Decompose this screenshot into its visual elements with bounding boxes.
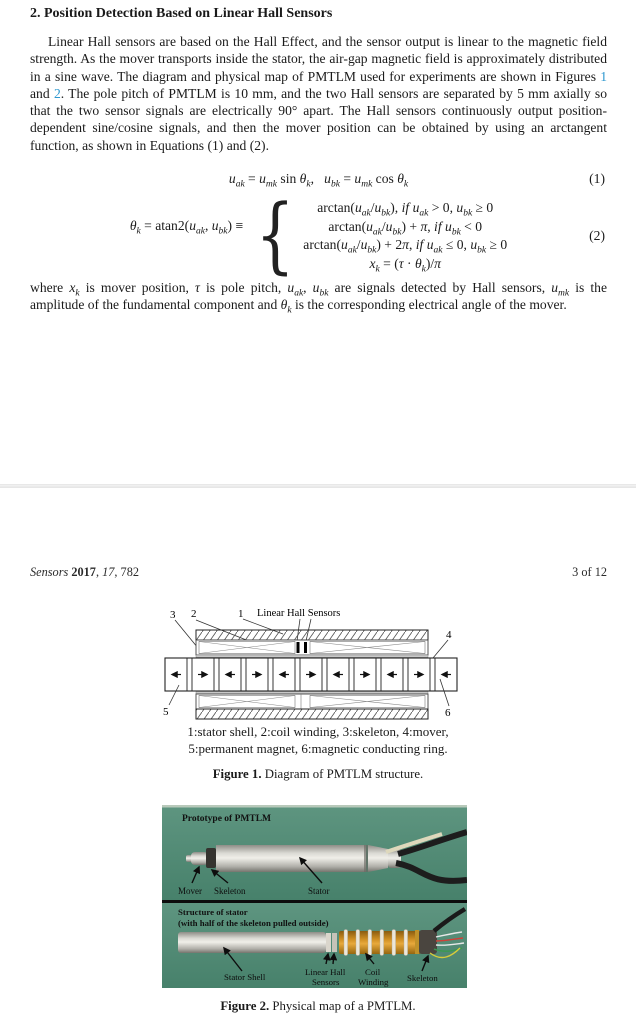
skeleton-cap: [419, 930, 437, 954]
equation-2: [30, 188, 607, 283]
equation-1-number: (1): [589, 171, 605, 186]
eq2-case-row: $\arctan(u_{ak}/u_{bk}) + 2\pi$, if $u_{ak} \le 0$, $u_{bk} \ge 0$: [303, 237, 508, 256]
journal-year: 2017: [71, 565, 96, 579]
equation-2-brace: {: [255, 188, 295, 283]
hall-sensors-label: Linear Hall Sensors: [257, 608, 341, 619]
stator-cylinder: [216, 845, 366, 872]
callout-4-label: 4: [446, 629, 452, 641]
hall-sensor-1: [297, 642, 300, 653]
gold-band: [415, 930, 419, 954]
figure1-caption: [0, 767, 636, 782]
paragraph-2: where $x_k$ is mover position, τ is pole pitch, $u_{ak}$, $u_{bk}$ are signals detected by Hall sensors, $u_{mk}$ is the amplitude of the fundamental component and $\theta_k$ is the corresponding electrical angle of the mover.: [30, 280, 608, 317]
figure1-legend-line1: 1:stator shell, 2:coil winding, 3:skeleton, 4:mover,: [187, 724, 449, 739]
structure-title-1: Structure of stator: [178, 907, 248, 917]
hall-sensor-2: [304, 642, 307, 653]
stator-shell-tube: [178, 932, 326, 953]
figure-2-reference-link[interactable]: 2: [53, 85, 61, 101]
figure-1-reference-link[interactable]: 1: [600, 68, 607, 84]
mover-label: Mover: [178, 886, 202, 896]
equation-1: [30, 168, 607, 190]
mover-end: [191, 852, 208, 865]
callout-2-label: 2: [191, 608, 197, 620]
hall-sensor-band-2: [332, 933, 337, 952]
stator-shell-label: Stator Shell: [224, 972, 266, 982]
photo-top-edge: [162, 805, 467, 808]
eq2-position-row: $x_k = (\tau \cdot \theta_k)/\pi$: [369, 255, 441, 275]
callout-5-label: 5: [163, 706, 169, 718]
figure1-legend: [0, 724, 636, 757]
figure1-caption-text: Diagram of PMTLM structure.: [261, 767, 424, 781]
figure1-diagram: [160, 602, 462, 722]
skeleton-ring: [206, 848, 216, 868]
hall-sensors-label-2: Sensors: [312, 977, 340, 987]
equation-1-body: $u_{ak} = u_{mk}$ $\sin \theta_k$, $u_{bk} = u_{mk}$ $\cos \theta_k$: [228, 171, 409, 190]
coil-winding-label-1: Coil: [365, 967, 381, 977]
equation-2-number: (2): [589, 228, 605, 243]
figure2-photo: [162, 805, 467, 988]
paragraph-1-segment: Linear Hall sensors are based on the Hall Effect, and the sensor output is linear to the magnetic field strength. As the mover transports inside the stator, the air-gap magnetic field is approximately distributed in a sine wave. The diagram and physical map of PMTLM used for experiments are shown in Figures: [30, 34, 607, 84]
mover-magnet-row: [165, 658, 457, 691]
coil-winding-top: [196, 640, 428, 655]
page-number: 3 of 12: [572, 565, 607, 579]
coil-winding-bottom: [196, 694, 428, 709]
journal-name: Sensors: [30, 565, 72, 579]
running-header: [30, 565, 607, 580]
equation-2-cases: [303, 199, 507, 273]
pmtlm-structure-diagram: [160, 602, 462, 722]
photo-divider: [162, 900, 467, 903]
stator-shell-top: [196, 630, 428, 640]
figure2-caption-text: Physical map of a PMTLM.: [269, 999, 416, 1013]
paragraph-1: [30, 33, 607, 154]
equation-2-lhs: $\theta_k = atan2(u_{ak}$, $u_{bk}$) ≡: [129, 218, 244, 237]
paragraph-1-segment: . The pole pitch of PMTLM is 10 mm, and the two Hall sensors are separated by 5 mm axially so that the two sensor signals are electrically 90° apart. The Hall sensors continuously output position-dependent sine/cosine signals, and then the mover position can be obtained by using an arctangent function, as shown in Equations (1) and (2).: [30, 85, 607, 153]
article-number: 782: [120, 565, 139, 579]
figure2-caption: [0, 999, 636, 1014]
coil-winding-label-2: Winding: [358, 977, 389, 987]
callout-6-label: 6: [445, 707, 451, 719]
eq2-case-row: $\arctan(u_{ak}/u_{bk}) + \pi$, if $u_{bk} < 0$: [328, 218, 483, 238]
skeleton-bottom-label: Skeleton: [407, 973, 438, 983]
figure1-legend-line2: 5:permanent magnet, 6:magnetic conducting ring.: [188, 740, 448, 756]
skeleton-top-label: Skeleton: [214, 886, 246, 896]
paragraph-1-segment: and: [30, 85, 54, 101]
page-separator: [0, 484, 636, 488]
hall-sensors-label-1: Linear Hall: [305, 967, 346, 977]
skeleton-top: [196, 655, 428, 657]
figure2-caption-label: Figure 2.: [220, 999, 270, 1013]
journal-citation: Sensors 2017, 17, 782: [30, 565, 139, 579]
prototype-title: Prototype of PMTLM: [182, 814, 271, 824]
section-heading: 2. Position Detection Based on Linear Hall Sensors: [30, 6, 333, 21]
pmtlm-photo: [162, 805, 467, 988]
callout-3-label: 3: [170, 609, 176, 621]
stator-label: Stator: [308, 886, 330, 896]
stator-right-taper: [368, 845, 388, 872]
callout-1-label: 1: [238, 608, 244, 620]
figure1-caption-label: Figure 1.: [212, 767, 262, 781]
stator-shell-bottom: [196, 709, 428, 719]
structure-title-2: (with half of the skeleton pulled outside): [178, 918, 329, 928]
hall-sensor-band-1: [326, 933, 331, 952]
eq2-case-row: $\arctan(u_{ak}/u_{bk})$, if $u_{ak} > 0$, $u_{bk} \ge 0$: [317, 200, 494, 219]
journal-volume: 17: [102, 565, 115, 579]
